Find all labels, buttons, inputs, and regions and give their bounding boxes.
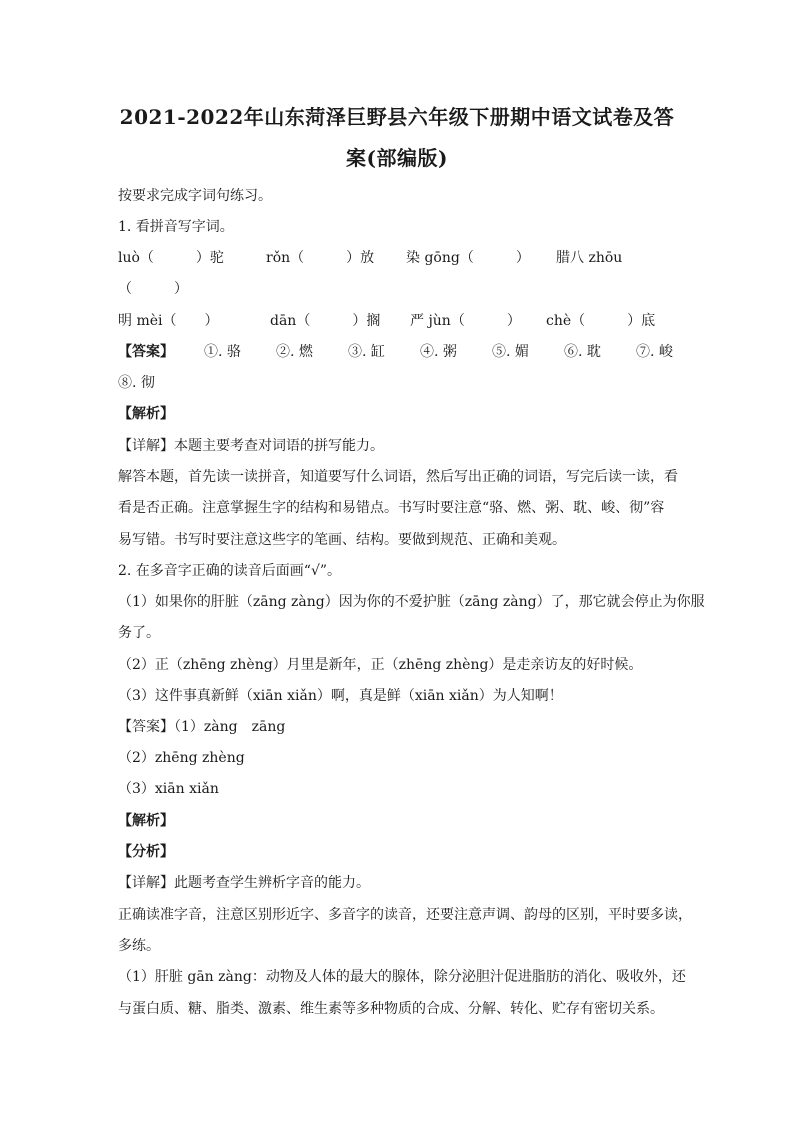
q1-answer-6: ⑥. 耽 [564,344,601,360]
q1-answer-8: ⑧. 彻 [118,375,155,391]
q2-sentence-1a: （1）如果你的肝脏（zāng zàng）因为你的不爱护脏（zāng zàng）了，那它就会停止为你服 [118,594,705,610]
q1-detail: 【详解】本题主要考查对词语的拼写能力。 [118,438,384,454]
q1-paragraph-2: 看是否正确。注意掌握生字的结构和易错点。书写时要注意“骆、燃、粥、耽、峻、彻”容 [118,500,665,516]
q2-analysis-label: 【解析】 [118,813,174,829]
q1-paragraph-3: 易写错。书写时要注意这些字的笔画、结构。要做到规范、正确和美观。 [118,532,566,548]
q1-answer-5: ⑤. 媚 [492,344,529,360]
q1-paragraph-1: 解答本题，首先读一读拼音，知道要写什么词语，然后写出正确的词语，写完后读一读，看 [118,469,678,485]
q2-sentence-1b: 务了。 [118,625,160,641]
q1-item-yanjun: 严 jùn（ ） [410,313,521,329]
q1-heading: 1. 看拼音写字词。 [118,219,234,235]
q1-item-dange: dān（ ）搁 [270,313,381,329]
q1-answer-label: 【答案】 [118,344,174,360]
q2-answer-3: （3）xiān xiǎn [118,781,219,797]
q1-item-chedi: chè（ ）底 [546,313,656,329]
q1-item-labazhou-blank: （ ） [118,281,188,297]
q1-answer-3: ③. 缸 [348,344,385,360]
q2-paragraph-4: 与蛋白质、糖、脂类、激素、维生素等多种物质的合成、分解、转化、贮存有密切关系。 [118,1001,664,1017]
document-title-line-2: 案(部编版) [346,146,448,170]
q2-heading: 2. 在多音字正确的读音后面画“√”。 [118,563,342,579]
q2-fenxi-label: 【分析】 [118,844,174,860]
q1-answer-4: ④. 粥 [420,344,457,360]
q1-answer-1: ①. 骆 [204,344,241,360]
document-title-line-1: 2021-2022年山东菏泽巨野县六年级下册期中语文试卷及答 [119,105,675,129]
q1-analysis-label: 【解析】 [118,406,174,422]
q1-answer-2: ②. 燃 [276,344,313,360]
q1-item-mingmei: 明 mèi（ ） [118,313,219,329]
q2-paragraph-1: 正确读准字音，注意区别形近字、多音字的读音，还要注意声调、韵母的区别，平时要多读， [118,907,692,923]
q2-sentence-3: （3）这件事真新鲜（xiān xiǎn）啊，真是鲜（xiān xiǎn）为人知啊！ [118,688,563,704]
intro-text: 按要求完成字词句练习。 [118,188,272,204]
q2-paragraph-3: （1）肝脏 gān zàng：动物及人体的最大的腺体，除分泌胆汁促进脂肪的消化、吸收外，还 [118,969,686,985]
q2-paragraph-2: 多练。 [118,938,160,954]
q1-item-ranggang: 染 gōng（ ） [406,250,530,266]
q2-detail: 【详解】此题考查学生辨析字音的能力。 [118,875,370,891]
q2-answer-1: 【答案】（1）zàng zāng [118,719,286,735]
q2-answer-2: （2）zhēng zhèng [118,750,245,766]
q1-answer-7: ⑦. 峻 [636,344,673,360]
q1-item-labazhou: 腊八 zhōu [556,250,623,266]
q1-item-ranfang: rǒn（ ）放 [266,250,375,266]
q1-item-luotuo: luò（ ）驼 [118,250,224,266]
q2-sentence-2: （2）正（zhēng zhèng）月里是新年，正（zhēng zhèng）是走亲访友的好时候。 [118,657,643,673]
